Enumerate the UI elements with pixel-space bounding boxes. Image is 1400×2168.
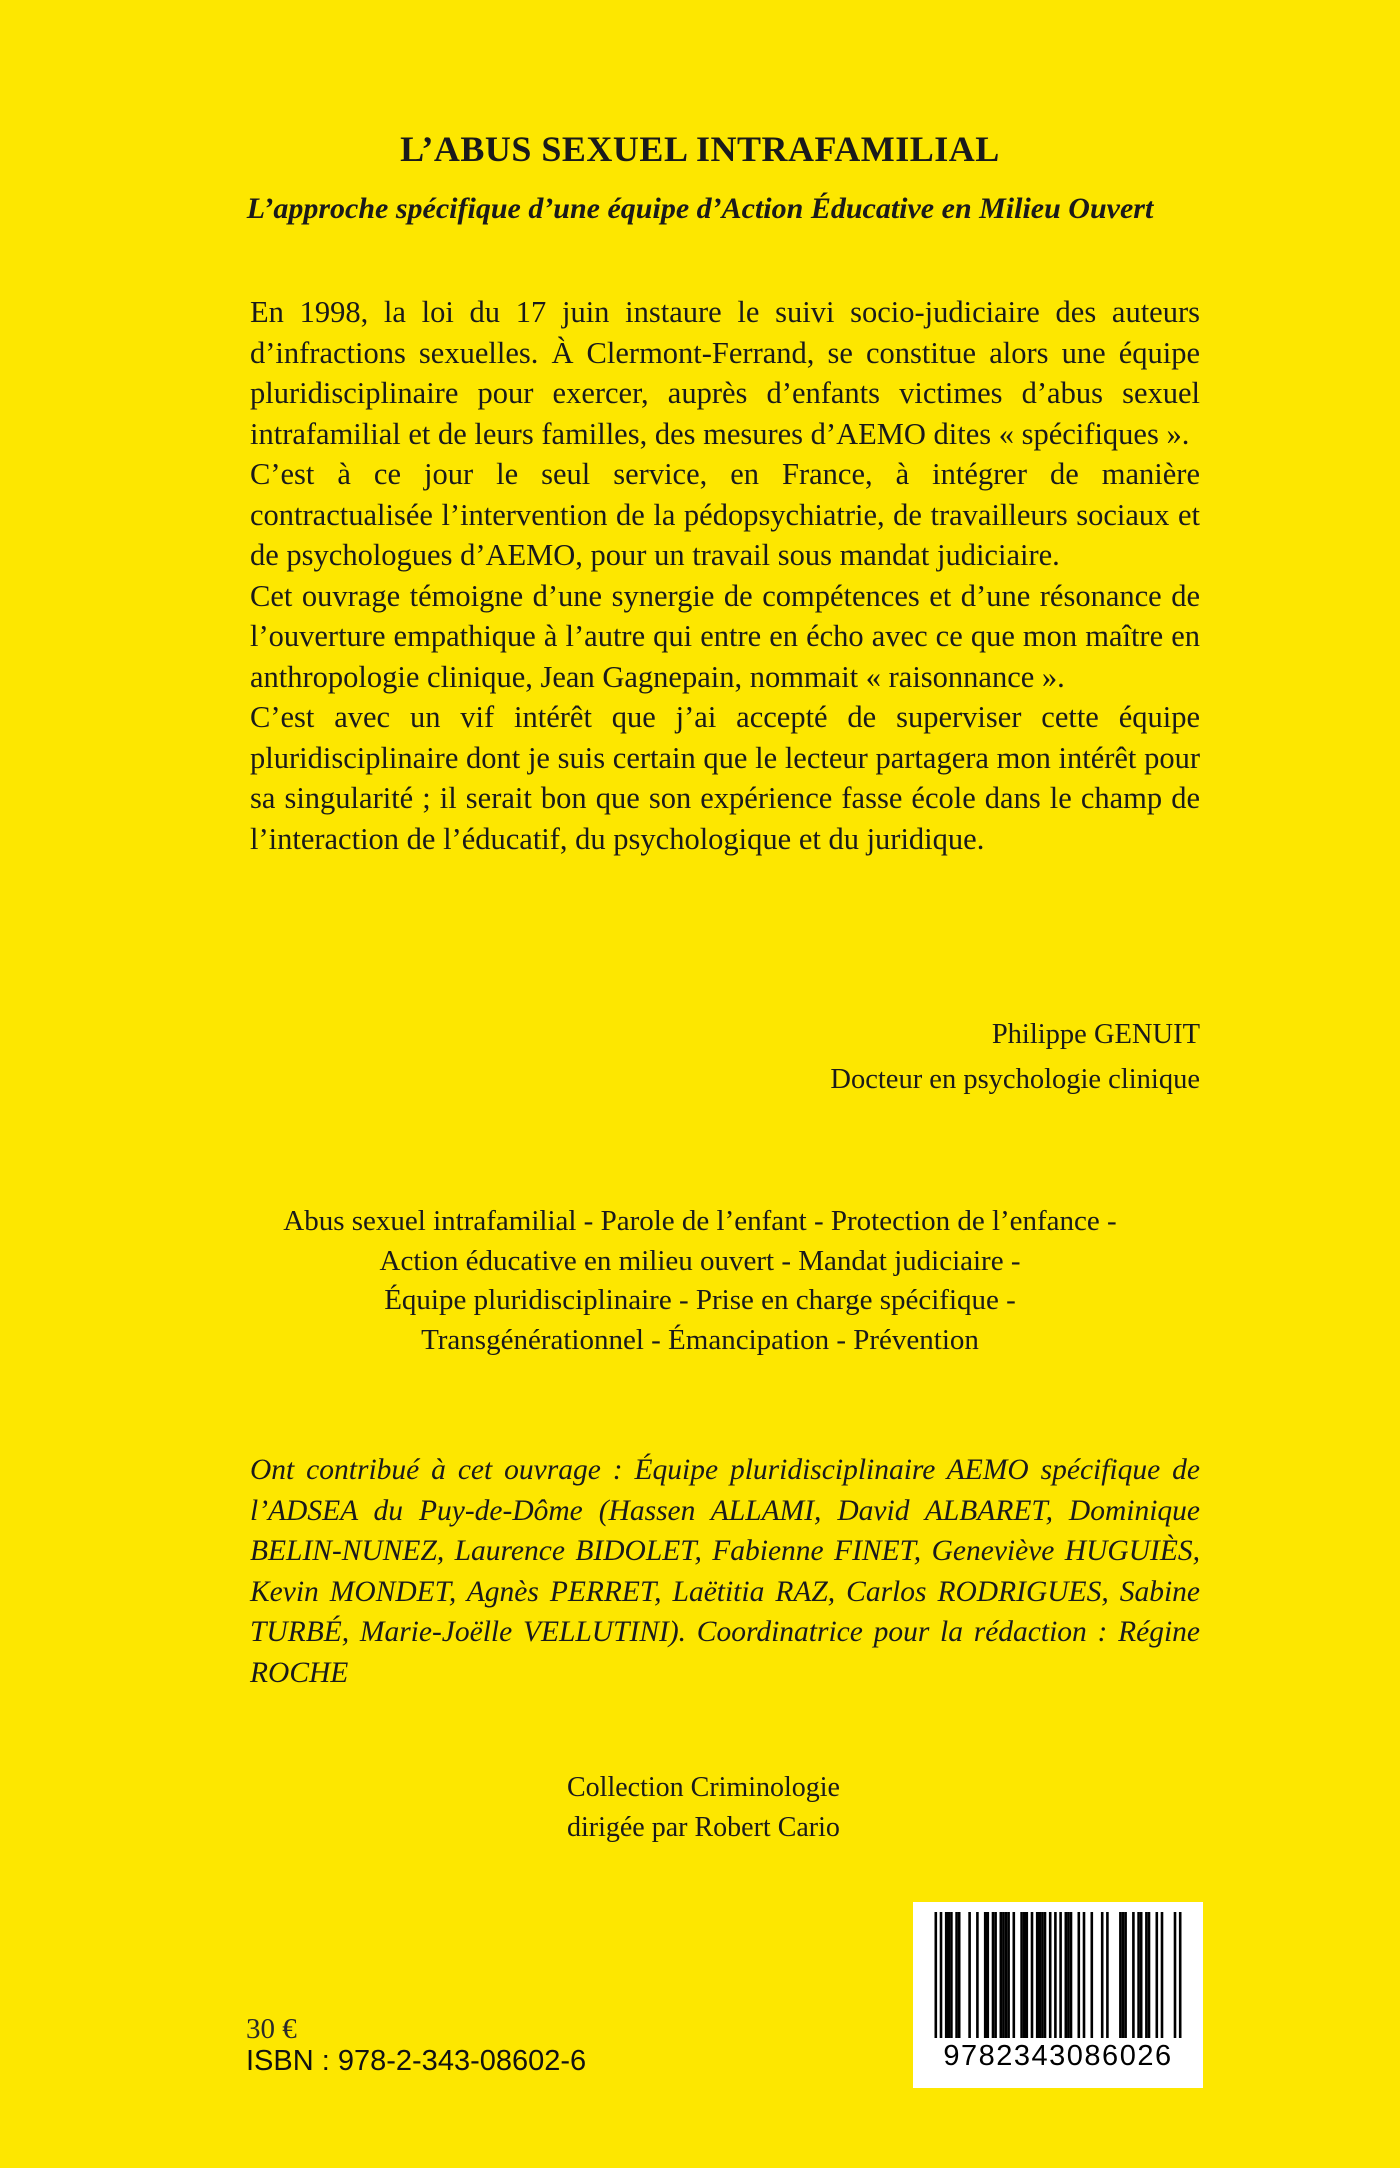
isbn: ISBN : 978-2-343-08602-6 xyxy=(246,2045,587,2077)
barcode-bar xyxy=(992,1912,995,2038)
barcode-bar xyxy=(1078,1912,1081,2038)
barcode-bar xyxy=(1145,1912,1148,2038)
barcode-bar xyxy=(935,1912,938,2038)
blurb-paragraph-3: Cet ouvrage témoigne d’une synergie de compétences et d’une résonance de l’ouverture empathique à l’autre qui entre en écho avec ce que mon maître en anthropologie clinique, Jean Gagnepain, nommait « raisonnance ». xyxy=(250,578,1200,694)
barcode-bar xyxy=(1137,1912,1140,2038)
barcode-bar xyxy=(1148,1912,1151,2038)
barcode-bar xyxy=(1044,1912,1047,2038)
barcode-bar xyxy=(1036,1912,1039,2038)
blurb-paragraph-4: C’est avec un vif intérêt que j’ai accepté de superviser cette équipe pluridisciplinaire dont je suis certain que le lecteur partagera mon intérêt pour sa singularité ; il serait bon que son expérience fasse école dans le champ de l’interaction de l’éducatif, du psychologique et du juridique. xyxy=(250,700,1200,856)
barcode-bar xyxy=(1156,1912,1159,2038)
barcode-bar xyxy=(987,1912,990,2038)
blurb-paragraph-2: C’est à ce jour le seul service, en France, à intégrer de manière contractualisée l’intervention de la pédopsychiatrie, de travailleurs sociaux et de psychologues d’AEMO, pour un travail sous mandat judiciaire. xyxy=(250,457,1200,572)
barcode-bar xyxy=(1179,1912,1182,2038)
keywords xyxy=(0,1202,1400,1360)
barcode-bar xyxy=(1002,1912,1005,2038)
keywords-line-4: Transgénérationnel - Émancipation - Prévention xyxy=(421,1323,979,1356)
barcode-bar xyxy=(1101,1912,1104,2038)
barcode-bar xyxy=(1070,1912,1073,2038)
collection-name: Collection Criminologie xyxy=(567,1772,840,1803)
barcode-bar xyxy=(1020,1912,1023,2038)
barcode-bar xyxy=(1122,1912,1125,2038)
barcode-bar xyxy=(1174,1912,1177,2038)
barcode-bar xyxy=(1026,1912,1029,2038)
barcode-bar xyxy=(1005,1912,1008,2038)
barcode-bar xyxy=(1106,1912,1109,2038)
barcode-bar xyxy=(1023,1912,1026,2038)
price: 30 € xyxy=(246,2013,297,2045)
barcode-bar xyxy=(958,1912,961,2038)
signature xyxy=(600,1012,1200,1102)
barcode-bar xyxy=(994,1912,997,2038)
barcode-bar xyxy=(968,1912,971,2038)
barcode-bar xyxy=(1054,1912,1057,2038)
barcode-bar xyxy=(1000,1912,1003,2038)
barcode-bar xyxy=(1124,1912,1127,2038)
barcode xyxy=(913,1902,1203,2088)
barcode-bar xyxy=(1049,1912,1052,2038)
barcode-bar xyxy=(940,1912,943,2038)
barcode-bar xyxy=(1013,1912,1016,2038)
signature-role: Docteur en psychologie clinique xyxy=(830,1064,1200,1095)
book-title: L’ABUS SEXUEL INTRAFAMILIAL xyxy=(400,129,1000,169)
barcode-bar xyxy=(1091,1912,1094,2038)
barcode-bar xyxy=(1140,1912,1143,2038)
barcode-bar xyxy=(984,1912,987,2038)
blurb-paragraph-1: En 1998, la loi du 17 juin instaure le suivi socio-judiciaire des auteurs d’infractions sexuelles. À Clermont-Ferrand, se constitue alors une équipe pluridisciplinaire pour exercer, auprès d’enfants victimes d’abus sexuel intrafamilial et de leurs familles, des mesures d’AEMO dites « spécifiques ». xyxy=(250,295,1200,451)
barcode-bar xyxy=(1119,1912,1122,2038)
barcode-bar xyxy=(1161,1912,1164,2038)
blurb xyxy=(250,292,1200,859)
barcode-bar xyxy=(1065,1912,1068,2038)
collection-director: dirigée par Robert Cario xyxy=(567,1812,840,1843)
barcode-number: 9782343086026 xyxy=(943,2040,1173,2072)
keywords-line-3: Équipe pluridisciplinaire - Prise en charge spécifique - xyxy=(384,1284,1016,1316)
barcode-bar xyxy=(1031,1912,1034,2038)
barcode-bar xyxy=(1067,1912,1070,2038)
barcode-bar xyxy=(976,1912,979,2038)
signature-name: Philippe GENUIT xyxy=(991,1019,1200,1050)
barcode-bar xyxy=(1083,1912,1086,2038)
barcode-bar xyxy=(1132,1912,1135,2038)
barcode-bar xyxy=(955,1912,958,2038)
barcode-bar xyxy=(948,1912,951,2038)
barcode-bar xyxy=(1059,1912,1062,2038)
barcode-bar xyxy=(945,1912,948,2038)
book-subtitle: L’approche spécifique d’une équipe d’Action Éducative en Milieu Ouvert xyxy=(246,192,1154,225)
keywords-line-1: Abus sexuel intrafamilial - Parole de l’enfant - Protection de l’enfance - xyxy=(283,1205,1117,1237)
contributors: Ont contribué à cet ouvrage : Équipe pluridisciplinaire AEMO spécifique de l’ADSEA du Puy-de-Dôme (Hassen ALLAMI, David ALBARET, Dominique BELIN-NUNEZ, Laurence BIDOLET, Fabienne FINET, Geneviève HUGUIÈS, Kevin MONDET, Agnès PERRET, Laëtitia RAZ, Carlos RODRIGUES, Sabine TURBÉ, Marie-Joëlle VELLUTINI). Coordinatrice pour la rédaction : Régine ROCHE xyxy=(250,1454,1200,1689)
barcode-bars xyxy=(923,1912,1193,2038)
barcode-bar xyxy=(950,1912,953,2038)
barcode-bar xyxy=(1007,1912,1010,2038)
collection-info xyxy=(567,1768,967,1848)
keywords-line-2: Action éducative en milieu ouvert - Mandat judiciaire - xyxy=(379,1244,1021,1277)
barcode-bar xyxy=(1041,1912,1044,2038)
barcode-bar xyxy=(1039,1912,1042,2038)
